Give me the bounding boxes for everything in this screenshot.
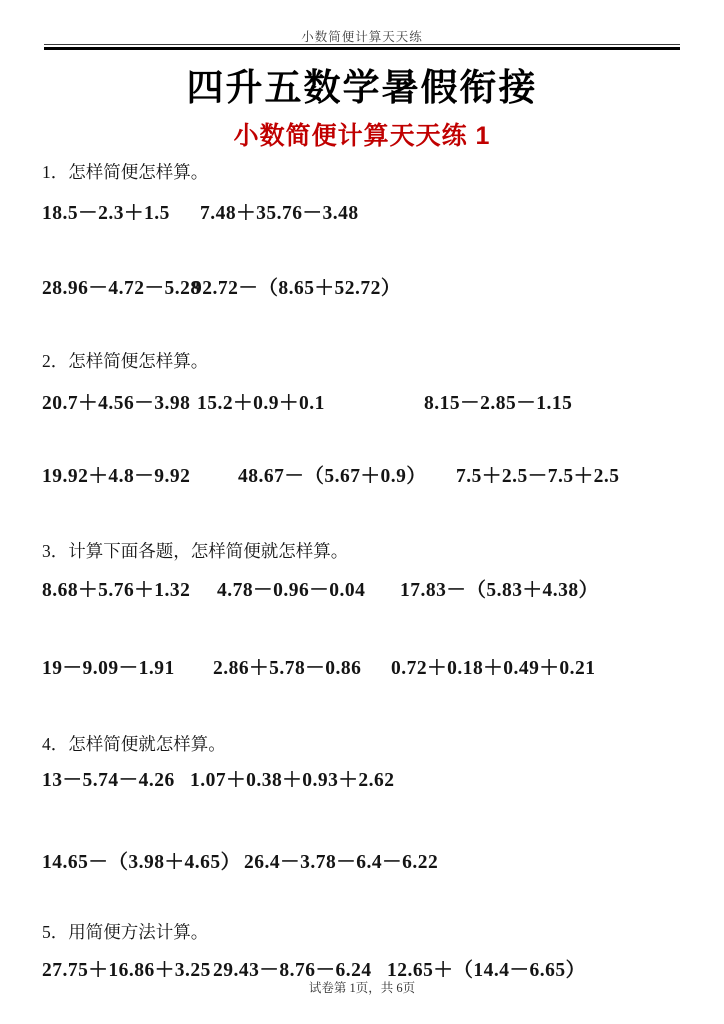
p2-row2-expr1: 19.92＋4.8－9.92: [42, 466, 191, 487]
p3-row1-expr2: 4.78－0.96－0.04: [217, 580, 366, 601]
p2-row2-expr2: 48.67－（5.67＋0.9）: [238, 466, 427, 487]
p1-row1-expr1: 18.5－2.3＋1.5: [42, 203, 170, 224]
p1-row2-expr1: 28.96－4.72－5.28: [42, 278, 201, 299]
p1-row2-expr2: 92.72－（8.65＋52.72）: [192, 278, 401, 299]
problem-2-label: 2．怎样简便怎样算。: [42, 351, 209, 371]
p4-row1-expr2: 1.07＋0.38＋0.93＋2.62: [190, 770, 395, 791]
page-footer: 试卷第 1页，共 6页: [308, 981, 416, 995]
p5-row1-expr3: 12.65＋（14.4－6.65）: [387, 960, 586, 981]
p2-row2-expr3: 7.5＋2.5－7.5＋2.5: [456, 466, 620, 487]
p2-row1-expr2: 15.2＋0.9＋0.1: [197, 393, 325, 414]
p3-row2-expr2: 2.86＋5.78－0.86: [213, 658, 362, 679]
document-subtitle: 小数简便计算天天练 1: [233, 122, 491, 150]
p4-row2-expr1: 14.65－（3.98＋4.65）: [42, 852, 241, 873]
p1-row1-expr2: 7.48＋35.76－3.48: [200, 203, 359, 224]
problem-4-label: 4．怎样简便就怎样算。: [42, 734, 226, 754]
problem-3-label: 3．计算下面各题，怎样简便就怎样算。: [42, 541, 349, 561]
document-title: 四升五数学暑假衔接: [186, 67, 538, 108]
p2-row1-expr1: 20.7＋4.56－3.98: [42, 393, 191, 414]
header-rule-thick: [44, 47, 680, 50]
problem-1-label: 1．怎样简便怎样算。: [42, 162, 209, 182]
p4-row2-expr2: 26.4－3.78－6.4－6.22: [244, 852, 439, 873]
p5-row1-expr1: 27.75＋16.86＋3.25: [42, 960, 211, 981]
p5-row1-expr2: 29.43－8.76－6.24: [213, 960, 372, 981]
p3-row2-expr1: 19－9.09－1.91: [42, 658, 175, 679]
p3-row1-expr1: 8.68＋5.76＋1.32: [42, 580, 191, 601]
running-header: 小数简便计算天天练: [301, 30, 423, 44]
p2-row1-expr3: 8.15－2.85－1.15: [424, 393, 573, 414]
header-rule-thin: [44, 44, 680, 45]
p3-row1-expr3: 17.83－（5.83＋4.38）: [400, 580, 599, 601]
p4-row1-expr1: 13－5.74－4.26: [42, 770, 175, 791]
problem-5-label: 5．用简便方法计算。: [42, 922, 209, 942]
p3-row2-expr3: 0.72＋0.18＋0.49＋0.21: [391, 658, 596, 679]
